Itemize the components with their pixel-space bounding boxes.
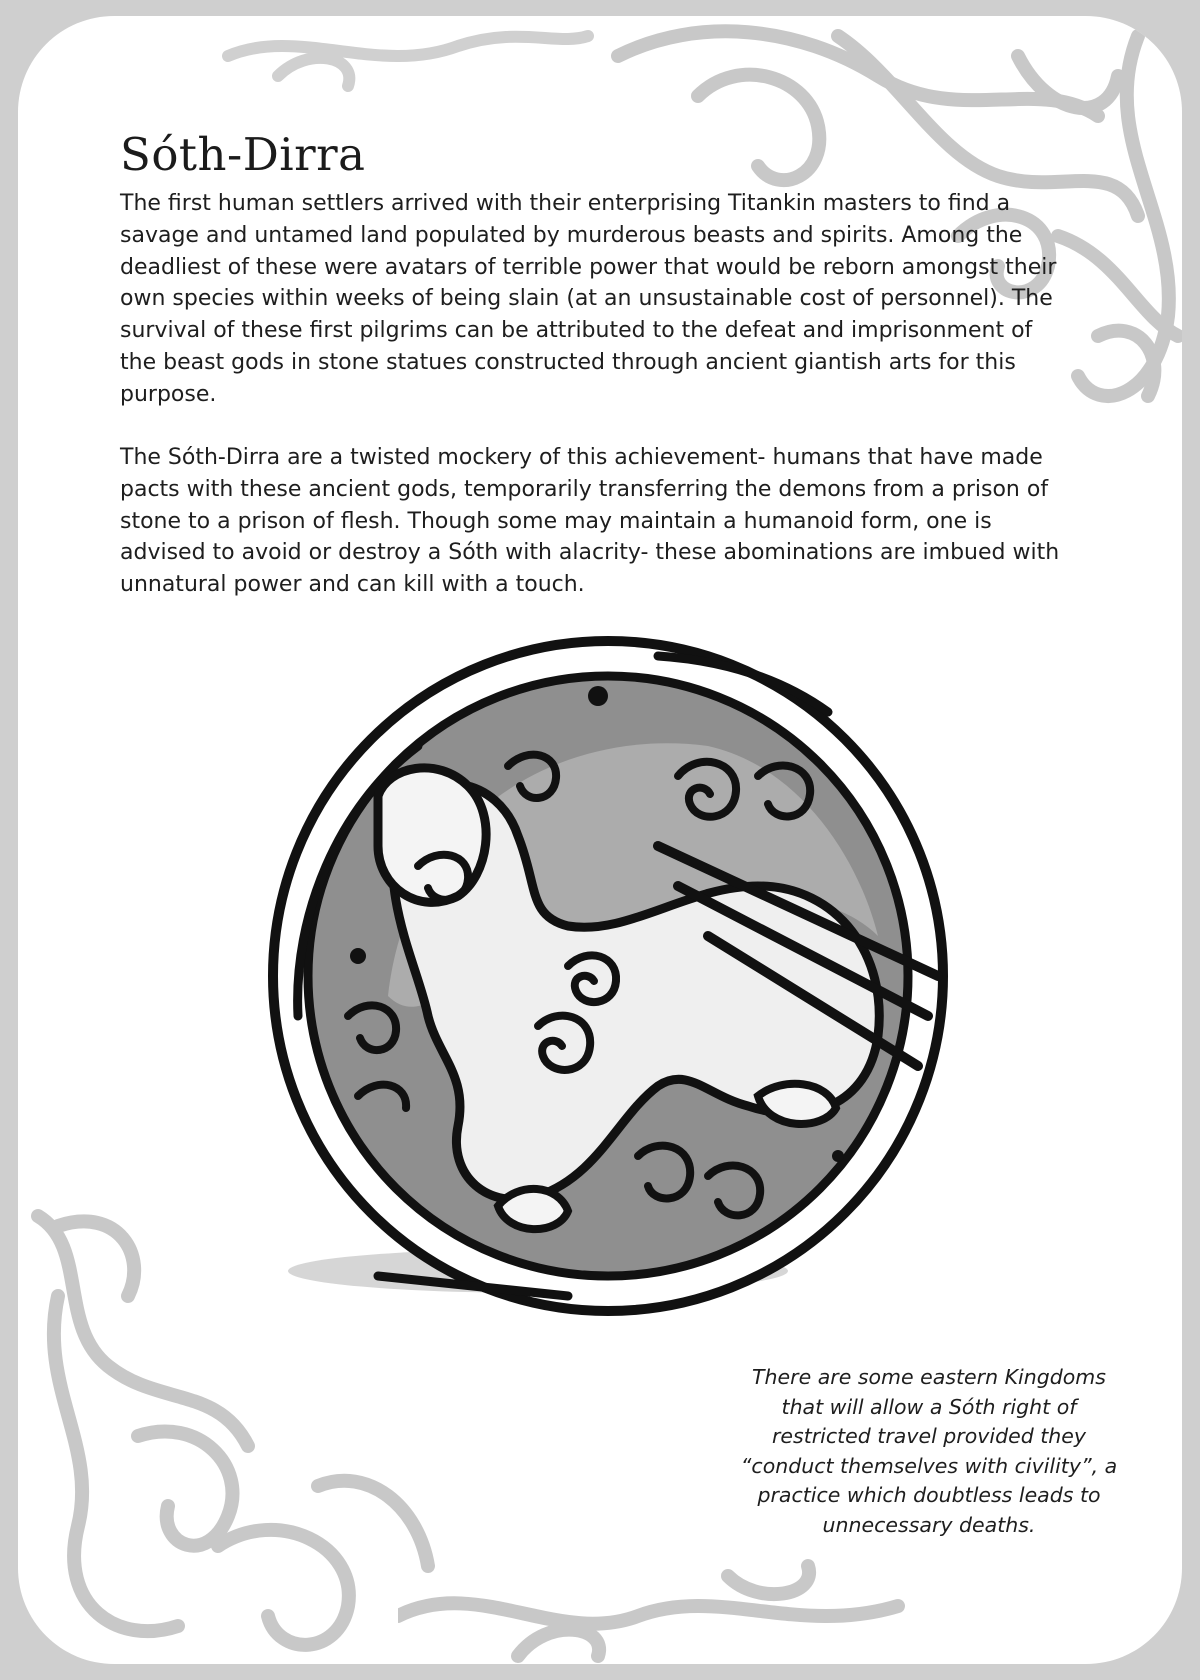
description-paragraph: The Sóth-Dirra are a twisted mockery of this achievement- humans that have made pacts with these ancient gods, temporarily transferring the demons from a prison of stone to a prison of flesh. Though some may maintain a humanoid form, one is advised to avoid or destroy a Sóth with alacrity- these abominations are imbued with unnatural power and can kill with a touch. xyxy=(120,445,1060,598)
intro-paragraph: The first human settlers arrived with their enterprising Titankin masters to find a savage and untamed land populated by murderous beasts and spirits. Among the deadliest of these were avatars of terrible power that would be reborn amongst their own species within weeks of being slain (at an unsustainable cost of personnel). The survival of these first pilgrims can be attributed to the defeat and imprisonment of the beast gods in stone statues constructed through ancient giantish arts for this purpose. xyxy=(120,191,1057,407)
knotwork-bottom-center xyxy=(398,1556,918,1664)
page-title: Sóth-Dirra xyxy=(120,128,366,181)
knotwork-top-left xyxy=(218,16,598,106)
illustration-caption: There are some eastern Kingdoms that will allow a Sóth right of restricted travel provided they “conduct themselves with civility”, a practice which doubtless leads to unnecessary deaths. xyxy=(740,1365,1118,1537)
shield-beast-illustration xyxy=(238,636,978,1356)
page xyxy=(18,16,1182,1664)
